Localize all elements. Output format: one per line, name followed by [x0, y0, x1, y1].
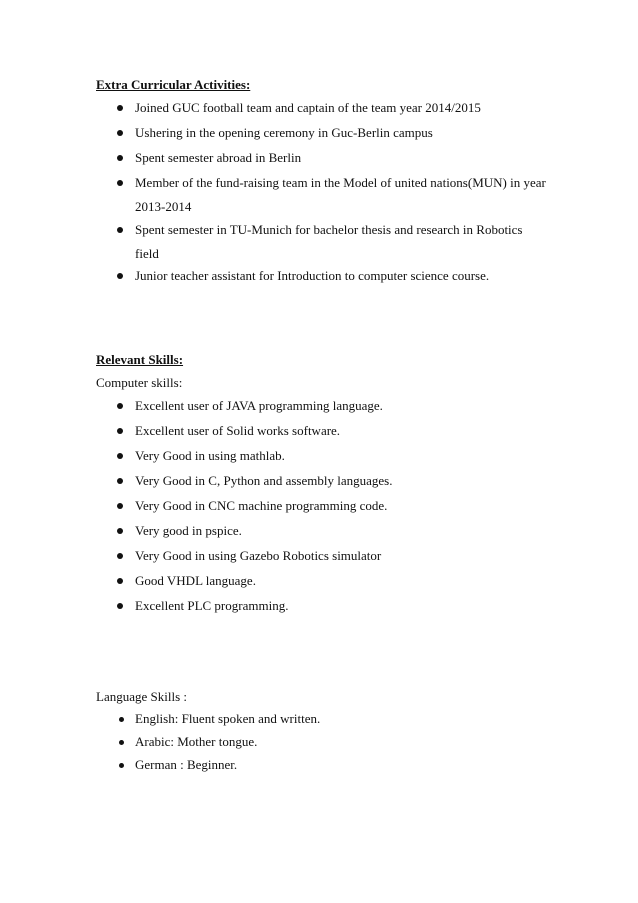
bullet-marker — [117, 453, 123, 459]
language-skill-item: English: Fluent spoken and written. — [135, 711, 321, 726]
extra-item-2: Ushering in the opening ceremony in Guc-Berlin campus — [135, 125, 433, 140]
language-skill-item: German : Beginner. — [135, 757, 238, 772]
bullet-marker — [117, 553, 123, 559]
language-skills-label: Language Skills : — [96, 689, 187, 704]
computer-skill-item: Excellent PLC programming. — [135, 598, 289, 613]
computer-skills-label: Computer skills: — [96, 375, 183, 390]
bullet-marker — [117, 503, 123, 509]
computer-skill-item: Excellent user of Solid works software. — [135, 423, 341, 438]
extra-item-4: Member of the fund-raising team in the Model of united nations(MUN) in year — [135, 175, 546, 190]
bullet-marker — [119, 763, 124, 768]
computer-skill-item: Very Good in CNC machine programming code. — [135, 498, 388, 513]
computer-skill-item: Good VHDL language. — [135, 573, 256, 588]
bullet-marker — [117, 273, 123, 279]
computer-skill-item: Very Good in using mathlab. — [135, 448, 285, 463]
bullet-marker — [117, 227, 123, 233]
computer-skill-item: Very good in pspice. — [135, 523, 242, 538]
bullet-marker — [117, 528, 123, 534]
extra-item-1: Joined GUC football team and captain of the team year 2014/2015 — [135, 100, 481, 115]
extra-item-5: Spent semester in TU-Munich for bachelor thesis and research in Robotics — [135, 222, 523, 237]
bullet-marker — [117, 578, 123, 584]
relevant-skills-heading: Relevant Skills: — [96, 352, 184, 367]
extra-item-5-continued: field — [135, 246, 159, 261]
bullet-marker — [117, 155, 123, 161]
bullet-marker — [117, 105, 123, 111]
bullet-marker — [117, 428, 123, 434]
bullet-marker — [119, 717, 124, 722]
bullet-marker — [117, 603, 123, 609]
bullet-marker — [117, 180, 123, 186]
computer-skill-item: Very Good in using Gazebo Robotics simulator — [135, 548, 382, 563]
computer-skill-item: Very Good in C, Python and assembly languages. — [135, 473, 393, 488]
extra-item-6: Junior teacher assistant for Introduction to computer science course. — [135, 268, 490, 283]
bullet-marker — [117, 130, 123, 136]
bullet-marker — [117, 403, 123, 409]
bullet-marker — [117, 478, 123, 484]
computer-skill-item: Excellent user of JAVA programming language. — [135, 398, 383, 413]
extra-item-4-continued: 2013-2014 — [135, 199, 192, 214]
extra-curricular-heading: Extra Curricular Activities: — [96, 77, 251, 92]
bullet-marker — [119, 740, 124, 745]
language-skill-item: Arabic: Mother tongue. — [135, 734, 258, 749]
extra-item-3: Spent semester abroad in Berlin — [135, 150, 302, 165]
